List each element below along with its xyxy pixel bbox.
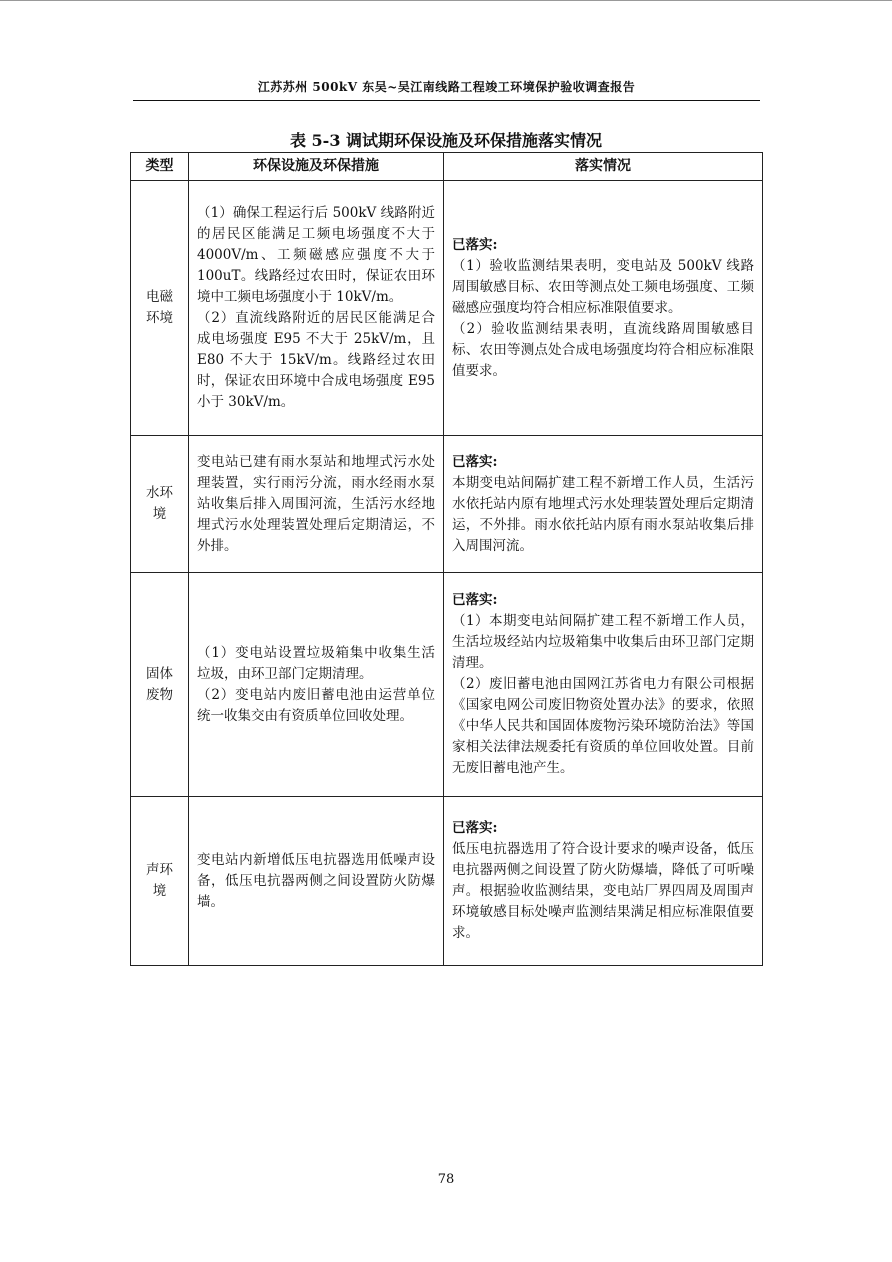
- status-label: 已落实:: [452, 236, 498, 253]
- measures-cell: [189, 573, 444, 797]
- table-row-water: [131, 436, 763, 573]
- table-header-row: [131, 153, 763, 181]
- status-label: 已落实:: [452, 820, 498, 836]
- status-label: 已落实:: [452, 453, 498, 470]
- implementation-item: （2）废旧蓄电池由国网江苏省电力有限公司根据《国家电网公司废旧物资处置办法》的要求，依照《中华人民共和国固体废物污染环境防治法》等国家相关法律法规委托有资质的单位回收处置。目前无废旧蓄电池产生。: [452, 676, 754, 776]
- column-header-measures: 环保设施及环保措施: [189, 153, 444, 181]
- measures-cell: [189, 797, 444, 966]
- measure-item: （1）变电站设置垃圾箱集中收集生活垃圾，由环卫部门定期清理。: [197, 644, 435, 682]
- table-row-electromagnetic: [131, 181, 763, 436]
- table-title: 表 5-3 调试期环保设施及环保措施落实情况: [289, 131, 603, 150]
- measure-item: （2）直流线路附近的居民区能满足合成电场强度 E95 不大于 25kV/m，且 E80 不大于 15kV/m。线路经过农田时，保证农田环境中合成电场强度 E95 小于 30kV/m。: [197, 310, 435, 410]
- implementation-cell: [444, 573, 763, 797]
- header-rule: [133, 100, 760, 101]
- implementation-item: （2）验收监测结果表明，直流线路周围敏感目标、农田等测点处合成电场强度均符合相应标准限值要求。: [452, 320, 754, 379]
- measures-cell: [189, 181, 444, 436]
- row-type: 声环境: [131, 797, 189, 966]
- measure-item: （2）变电站内废旧蓄电池由运营单位统一收集交由有资质单位回收处理。: [197, 686, 435, 724]
- measure-item: 变电站内新增低压电抗器选用低噪声设备，低压电抗器两侧之间设置防火防爆墙。: [197, 851, 435, 910]
- row-type: 固体废物: [131, 573, 189, 797]
- running-header: 江苏苏州 500kV 东吴~吴江南线路工程竣工环境保护验收调查报告: [257, 80, 636, 94]
- status-label: 已落实:: [452, 592, 498, 608]
- row-type: 电磁环境: [131, 181, 189, 436]
- measure-item: 变电站已建有雨水泵站和地埋式污水处理装置，实行雨污分流，雨水经雨水泵站收集后排入周围河流，生活污水经地埋式污水处理装置处理后定期清运，不外排。: [197, 453, 435, 554]
- page-top-border: [0, 0, 892, 1]
- table-row-noise: [131, 797, 763, 966]
- row-type: 水环境: [131, 436, 189, 573]
- implementation-item: 本期变电站间隔扩建工程不新增工作人员，生活污水依托站内原有地埋式污水处理装置处理后定期清运，不外排。雨水依托站内原有雨水泵站收集后排入周围河流。: [452, 474, 754, 554]
- implementation-cell: [444, 181, 763, 436]
- page-number: 78: [437, 1172, 455, 1187]
- implementation-cell: [444, 797, 763, 966]
- implementation-item: （1）验收监测结果表明，变电站及 500kV 线路周围敏感目标、农田等测点处工频电场强度、工频磁感应强度均符合相应标准限值要求。: [452, 257, 754, 316]
- implementation-item: （1）本期变电站间隔扩建工程不新增工作人员，生活垃圾经站内垃圾箱集中收集后由环卫部门定期清理。: [452, 613, 754, 671]
- measures-table: [130, 152, 763, 966]
- measure-item: （1）确保工程运行后 500kV 线路附近的居民区能满足工频电场强度不大于 4000V/m、工频磁感应强度不大于 100uT。线路经过农田时，保证农田环境中工频电场强度小于 10kV/m。: [197, 205, 435, 305]
- implementation-cell: [444, 436, 763, 573]
- measures-cell: [189, 436, 444, 573]
- column-header-type: 类型: [131, 153, 189, 181]
- column-header-implementation: 落实情况: [444, 153, 763, 181]
- implementation-item: 低压电抗器选用了符合设计要求的噪声设备，低压电抗器两侧之间设置了防火防爆墙，降低了可听噪声。根据验收监测结果，变电站厂界四周及周围声环境敏感目标处噪声监测结果满足相应标准限值要求。: [452, 841, 754, 941]
- table-row-solid-waste: [131, 573, 763, 797]
